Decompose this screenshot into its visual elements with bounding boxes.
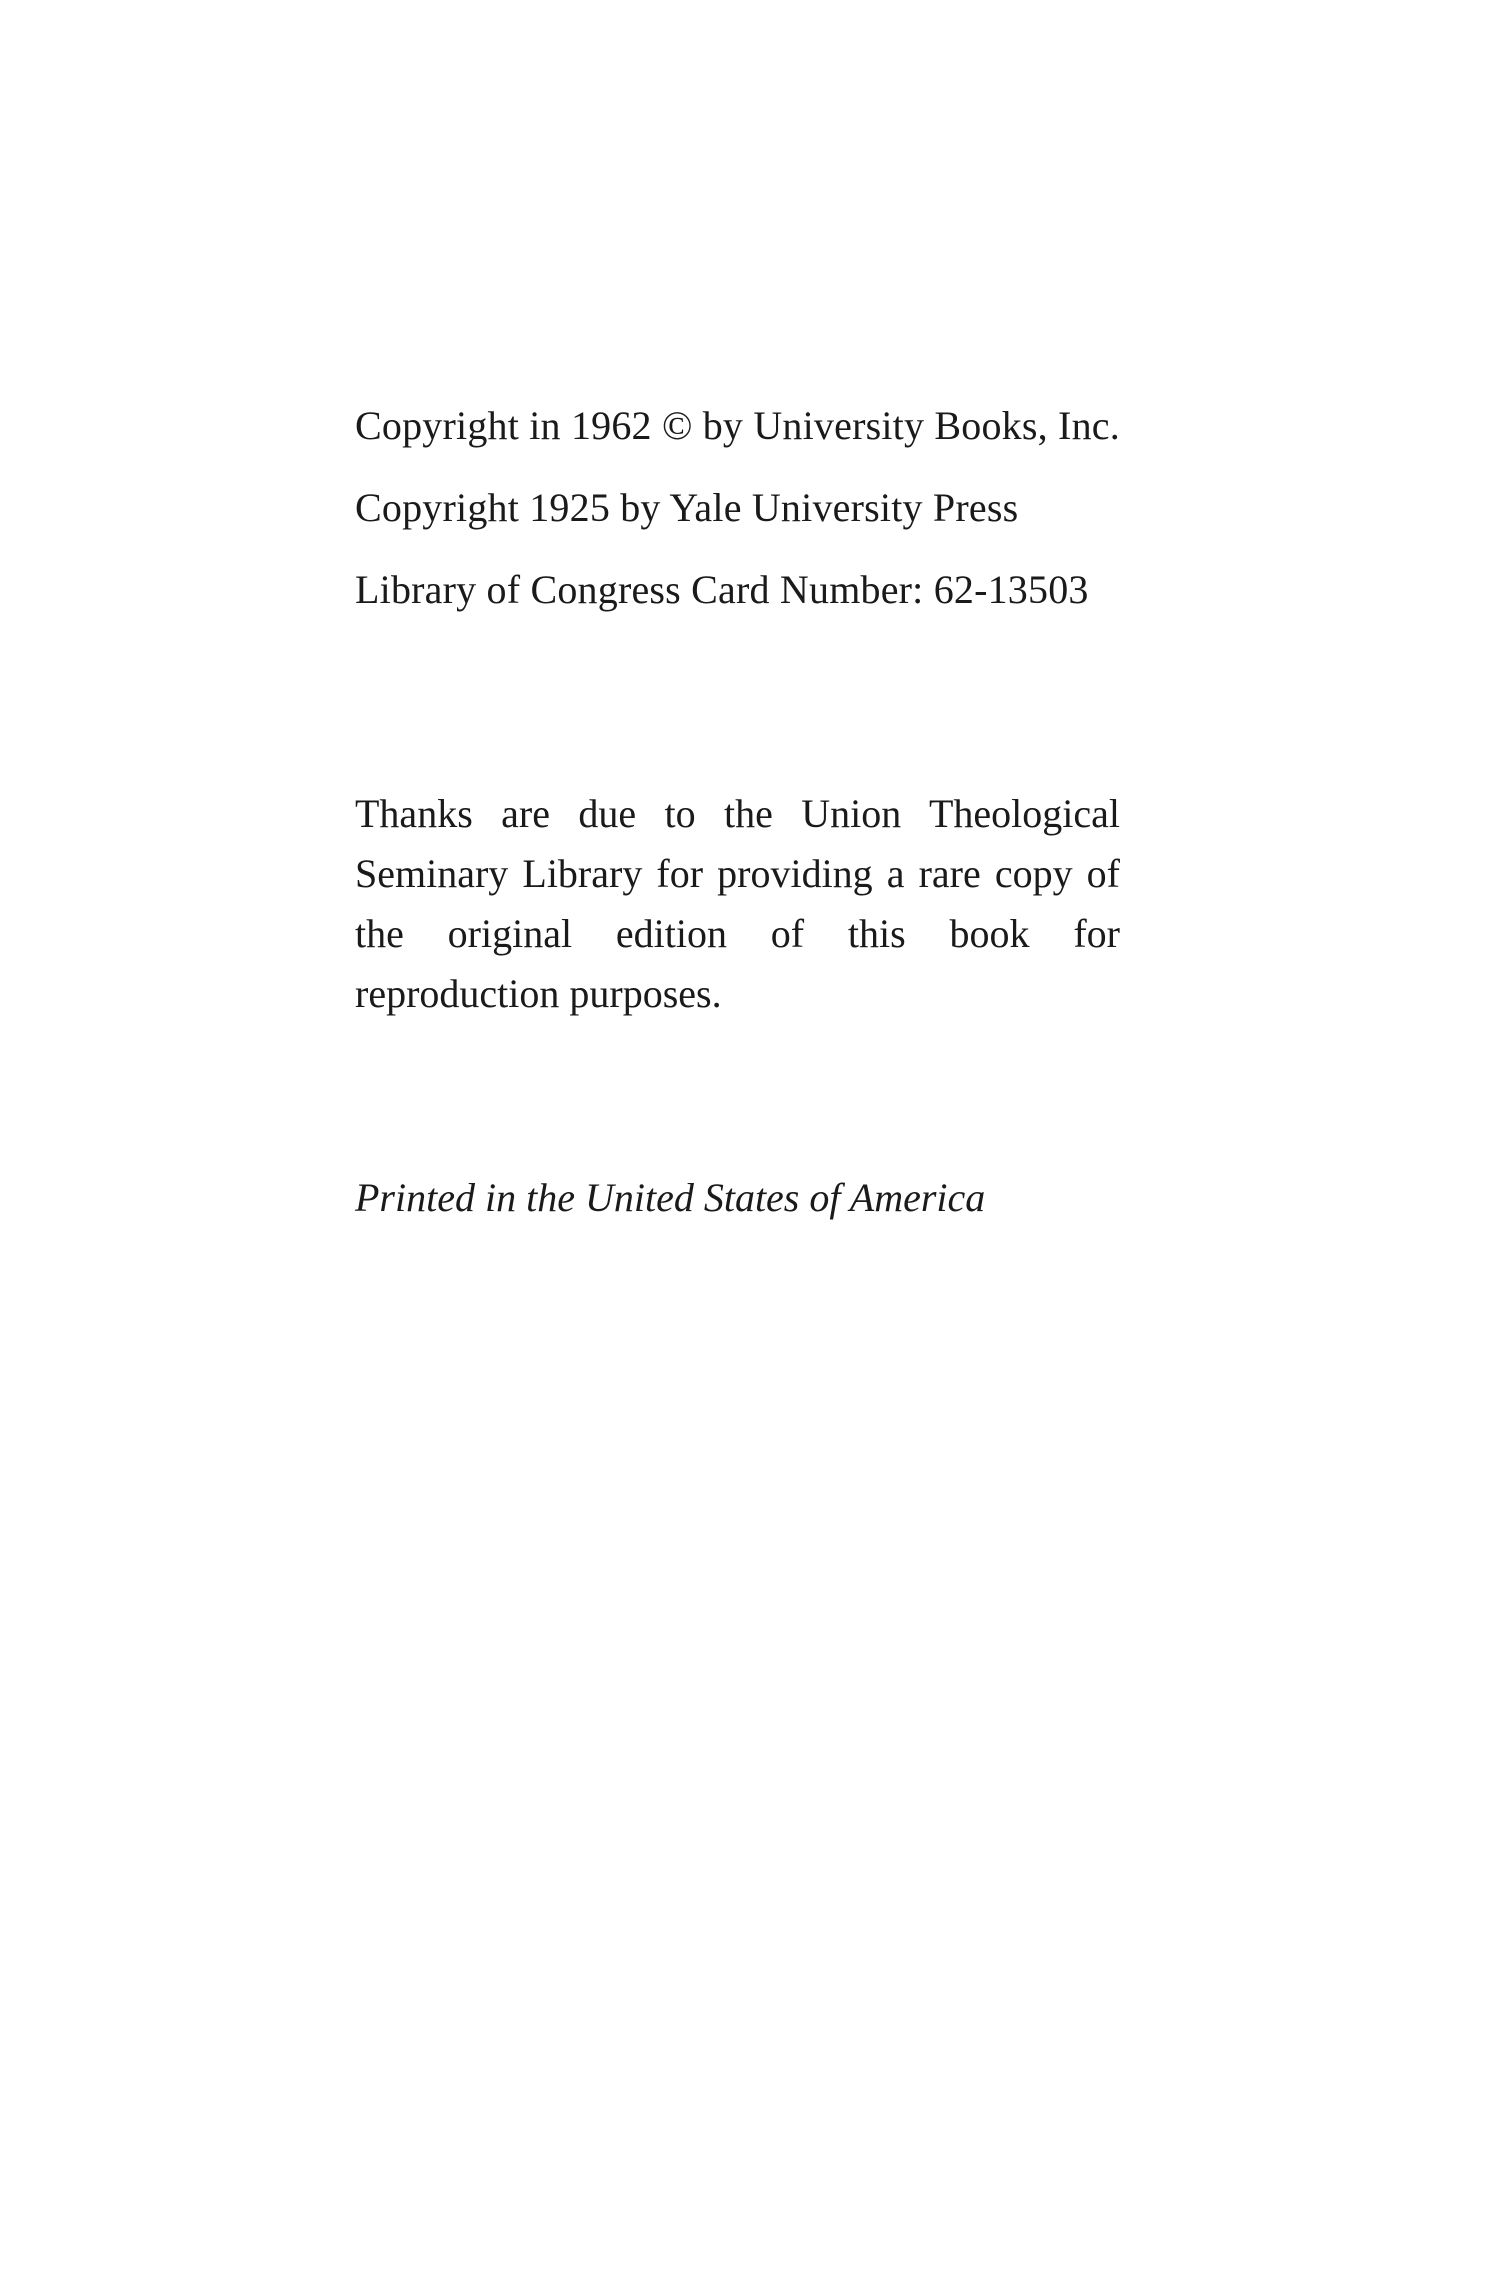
printed-in-statement: Printed in the United States of America (355, 1175, 986, 1220)
copyright-1962-line: Copyright in 1962 © by University Books, Inc. (355, 403, 1120, 448)
copyright-1925-line: Copyright 1925 by Yale University Press (355, 485, 1019, 530)
library-of-congress-number: Library of Congress Card Number: 62-13503 (355, 567, 1089, 612)
acknowledgement-paragraph: Thanks are due to the Union Theological Seminary Library for providing a rare copy of the original edition of this book for reproduction purposes. (355, 791, 1120, 1016)
